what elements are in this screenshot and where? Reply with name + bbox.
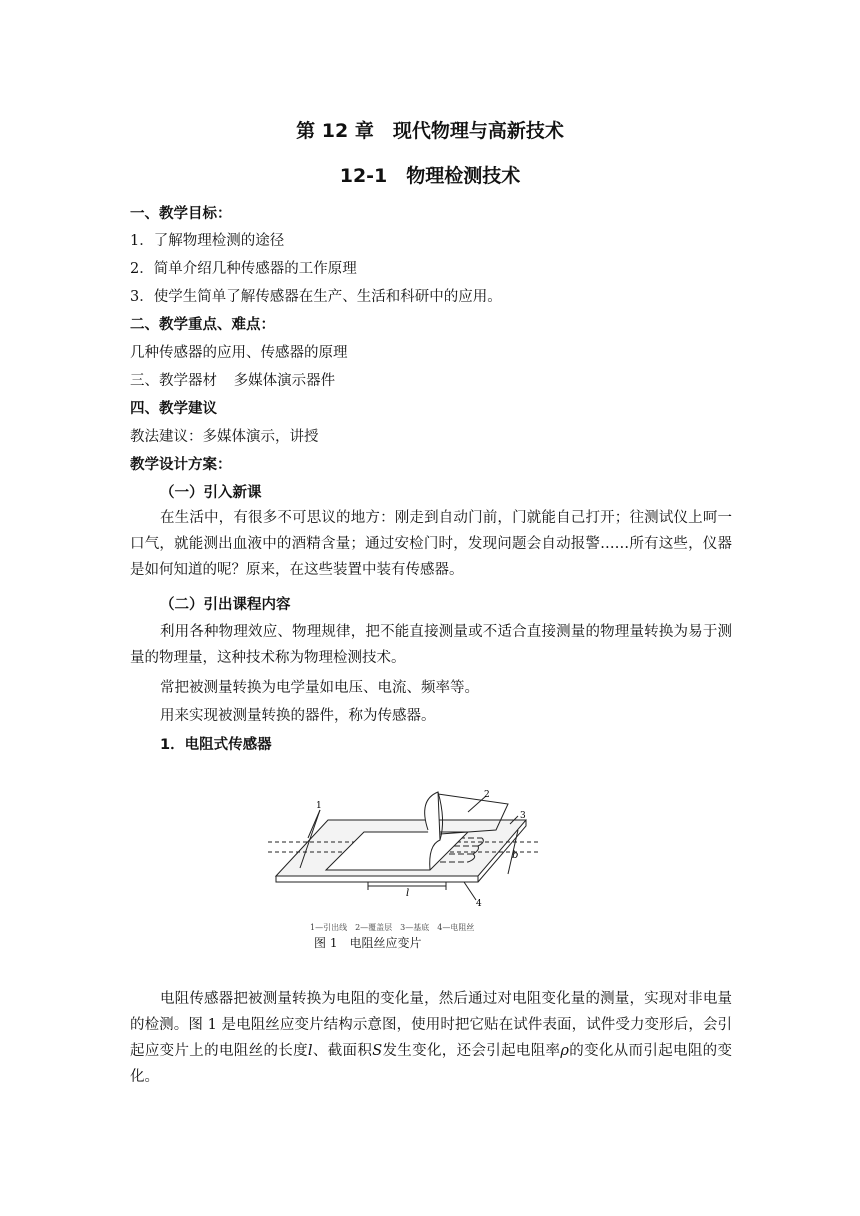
var-s: S xyxy=(372,1043,383,1059)
figure-legend: 1—引出线 2—覆盖层 3—基底 4—电阻丝 xyxy=(310,923,475,932)
key-points-heading: 二、教学重点、难点： xyxy=(130,317,275,333)
resistance-part-1: 电阻传感器把被测量转换为电阻的变化量，然后通过对电阻变化量的测量，实现对非电量的检测。图 1 是电阻丝应变片结构示意图，使用时把它贴在试件表面，试件受力变形后，会引起应变片上的电阻丝的长度 xyxy=(130,991,732,1059)
content-paragraph-2: 常把被测量转换为电学量如电压、电流、频率等。 xyxy=(160,680,479,696)
label-3: 3 xyxy=(520,811,526,821)
chapter-title: 第 12 章 现代物理与高新技术 xyxy=(296,120,564,142)
section-title: 12-1 物理检测技术 xyxy=(339,165,521,187)
key-points-text: 几种传感器的应用、传感器的原理 xyxy=(130,345,348,361)
label-l: l xyxy=(406,888,410,899)
objective-item: 3．使学生简单了解传感器在生产、生活和科研中的应用。 xyxy=(130,289,502,305)
var-l: l xyxy=(307,1043,313,1059)
sensor-heading: 1．电阻式传感器 xyxy=(160,737,272,753)
label-2: 2 xyxy=(484,790,490,800)
materials-heading: 三、教学器材 xyxy=(130,373,217,389)
resistance-part-3: 发生变化，还会引起电阻率 xyxy=(382,1043,561,1059)
label-b: b xyxy=(512,850,519,861)
objectives-heading: 一、教学目标： xyxy=(130,206,232,222)
objective-item: 1．了解物理检测的途径 xyxy=(130,233,285,249)
strain-gauge-figure xyxy=(268,790,538,940)
materials-text: 多媒体演示器件 xyxy=(233,373,336,389)
strain-gauge-diagram xyxy=(268,790,538,940)
design-heading: 教学设计方案： xyxy=(130,457,232,473)
resistance-paragraph xyxy=(130,986,732,1090)
resistance-part-4: 的变化从而引起电阻的变化。 xyxy=(130,1043,733,1085)
label-1: 1 xyxy=(316,801,322,811)
var-rho: ρ xyxy=(560,1043,569,1059)
content-paragraph-1: 利用各种物理效应、物理规律，把不能直接测量或不适合直接测量的物理量转换为易于测量的物理量，这种技术称为物理检测技术。 xyxy=(130,624,732,666)
intro-paragraph: 在生活中，有很多不可思议的地方：刚走到自动门前，门就能自己打开；往测试仪上呵一口气，就能测出血液中的酒精含量；通过安检门时，发现问题会自动报警……所有这些，仪器是如何知道的呢？原来，在这些装置中装有传感器。 xyxy=(130,510,732,578)
suggestions-heading: 四、教学建议 xyxy=(130,401,217,417)
figure-caption: 图 1 电阻丝应变片 xyxy=(314,936,422,950)
materials-line xyxy=(130,369,335,390)
intro-heading: （一）引入新课 xyxy=(160,485,262,501)
content-paragraph-3: 用来实现被测量转换的器件，称为传感器。 xyxy=(160,708,436,724)
resistance-part-2: 、截面积 xyxy=(312,1043,373,1059)
suggestions-text: 教法建议：多媒体演示，讲授 xyxy=(130,429,319,445)
content-heading: （二）引出课程内容 xyxy=(160,597,291,613)
label-4: 4 xyxy=(476,899,482,909)
objective-item: 2．简单介绍几种传感器的工作原理 xyxy=(130,261,357,277)
